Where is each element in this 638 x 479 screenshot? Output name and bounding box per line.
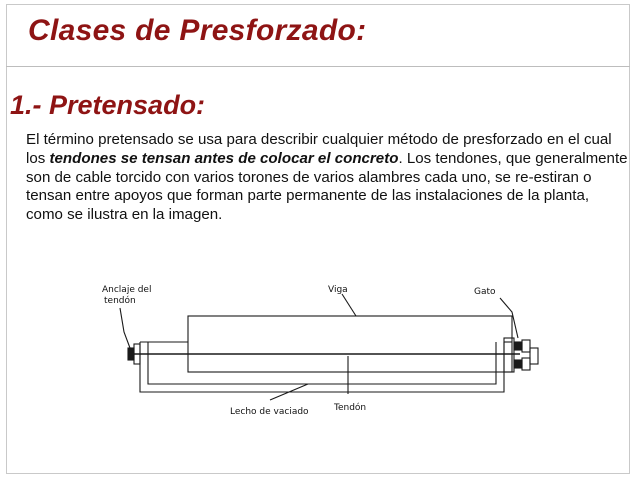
anchor-label-line2: tendón <box>104 296 136 306</box>
paragraph-text-end: . Los tendones, que generalmente son de cable torcido con varios torones de varios alambres cada uno, se re-estiran o tensan entre apoyos que forman parte permanente de las instalaciones de la planta, como se ilustra en la imagen. <box>26 149 628 224</box>
paragraph-text-start: El término pretensado se usa para describir cualquier método de presforzado en el cual los <box>26 131 612 167</box>
anchor-block <box>128 348 134 360</box>
pretensioning-diagram <box>80 272 560 432</box>
tendon-label: Tendón <box>334 403 367 413</box>
jack-cap <box>530 348 538 364</box>
beam-label: Viga <box>328 285 348 295</box>
section-subtitle: 1.- Pretensado: <box>10 90 206 120</box>
slide-title: Clases de Presforzado: <box>28 14 367 47</box>
jack-upper-head <box>522 340 530 352</box>
casting-bed-inner <box>148 342 496 384</box>
jack-lower-head <box>522 358 530 370</box>
jack-lower-cylinder <box>514 360 522 368</box>
diagram-svg <box>80 272 560 432</box>
jack-leader <box>500 298 518 338</box>
bed-label: Lecho de vaciado <box>230 407 309 417</box>
title-divider <box>6 66 630 67</box>
anchor-leader <box>120 308 130 348</box>
paragraph-emphasis: tendones se tensan antes de colocar el concreto <box>49 149 399 167</box>
jack-label: Gato <box>474 287 496 297</box>
anchor-label-line1: Anclaje del <box>102 285 152 295</box>
beam-shape <box>188 316 512 372</box>
jack-upper-cylinder <box>514 342 522 350</box>
body-paragraph <box>26 131 630 225</box>
beam-leader <box>342 294 356 316</box>
